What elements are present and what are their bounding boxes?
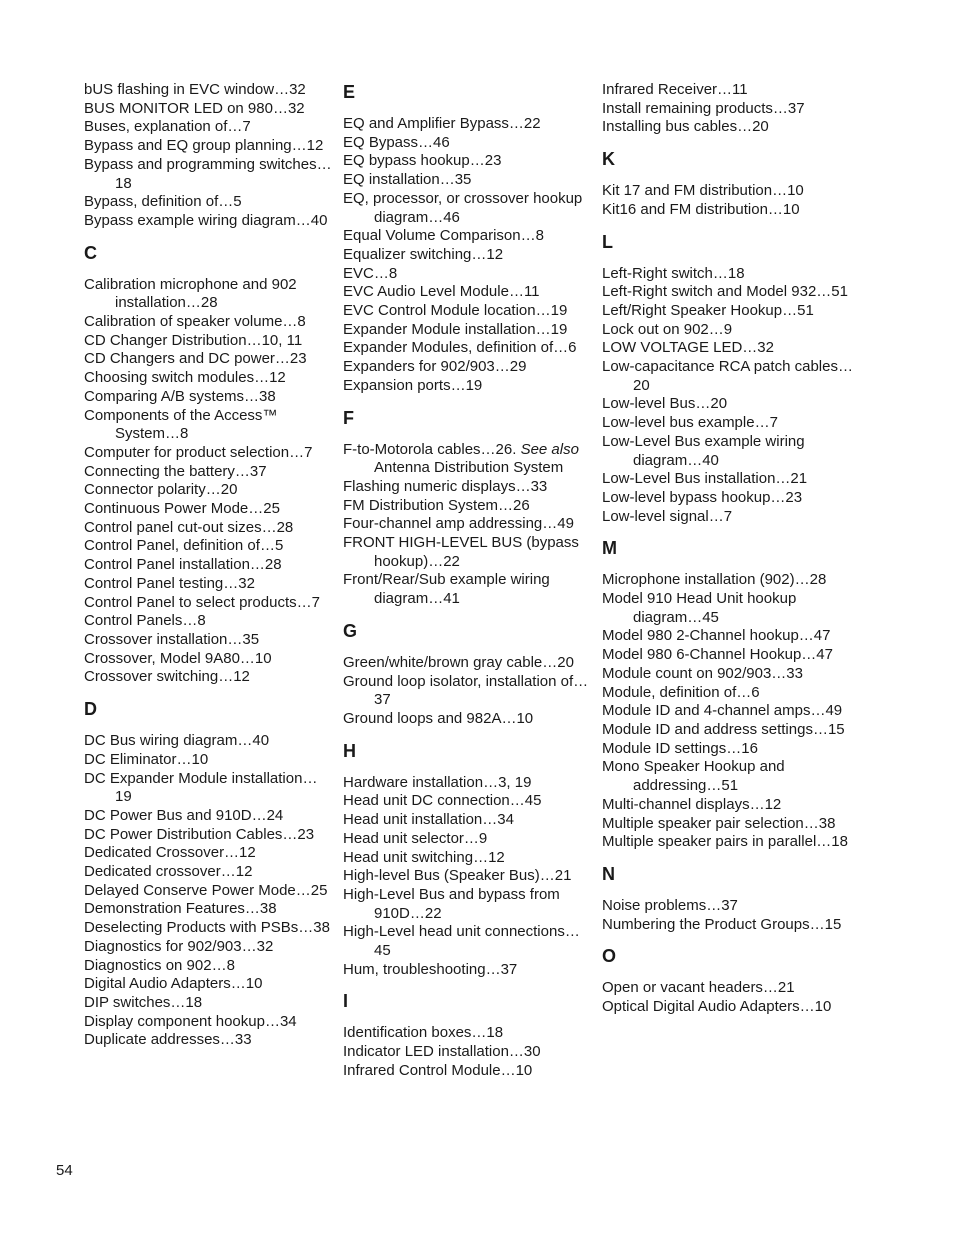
index-entry: Duplicate addresses…33 — [84, 1031, 252, 1049]
section-letter: G — [343, 620, 358, 641]
index-column-2 — [343, 81, 593, 1081]
section-letter: M — [602, 538, 617, 559]
index-entry: Left-Right switch…18 — [602, 264, 745, 282]
index-entry: Deselecting Products with PSBs…38 — [84, 919, 330, 937]
index-entry: Low-level Bus…20 — [602, 395, 728, 413]
index-entry: Digital Audio Adapters…10 — [84, 975, 263, 993]
index-entry: Delayed Conserve Power Mode…25 — [84, 881, 328, 899]
index-entry: Control panel cut-out sizes…28 — [84, 518, 294, 536]
index-entry: Indicator LED installation…30 — [343, 1043, 541, 1061]
index-entry: bUS flashing in EVC window…32 — [84, 81, 306, 98]
index-entry: Diagnostics on 902…8 — [84, 956, 235, 974]
index-entry: Model 980 2-Channel hookup…47 — [602, 627, 831, 645]
index-entry: Installing bus cables…20 — [602, 118, 769, 136]
index-entry: Identification boxes…18 — [343, 1024, 504, 1042]
index-entry: Buses, explanation of…7 — [84, 118, 251, 136]
index-entry: EQ Bypass…46 — [343, 133, 450, 151]
index-entry: Infrared Receiver…11 — [602, 81, 748, 98]
section-letter: K — [602, 149, 615, 170]
index-entry: DC Bus wiring diagram…40 — [84, 732, 270, 750]
index-entry: EQ and Amplifier Bypass…22 — [343, 115, 541, 132]
index-entry: Multiple speaker pairs in parallel…18 — [602, 833, 848, 851]
section-letter: E — [343, 82, 356, 102]
index-entry: Install remaining products…37 — [602, 99, 805, 117]
index-entry: Module count on 902/903…33 — [602, 664, 803, 682]
index-entry: Front/Rear/Sub example wiring diagram…41 — [343, 571, 550, 608]
index-entry: Bypass, definition of…5 — [84, 193, 242, 211]
page-number: 54 — [56, 1162, 73, 1179]
index-entry: Kit16 and FM distribution…10 — [602, 200, 800, 218]
index-entry: Crossover installation…35 — [84, 630, 260, 648]
index-entry: Module, definition of…6 — [602, 683, 760, 701]
entry-text: F-to-Motorola cables…26. — [343, 440, 517, 458]
index-entry: Connecting the battery…37 — [84, 462, 267, 480]
index-entry: FRONT HIGH-LEVEL BUS (bypass hookup)…22 — [343, 534, 579, 570]
index-entry: Crossover switching…12 — [84, 668, 250, 686]
index-entry: Continuous Power Mode…25 — [84, 500, 280, 518]
index-entry: Head unit switching…12 — [343, 848, 505, 866]
index-entry: Left-Right switch and Model 932…51 — [602, 283, 848, 301]
index-entry: Noise problems…37 — [602, 896, 738, 914]
index-entry: Control Panel to select products…7 — [84, 593, 320, 611]
index-entry: Ground loops and 982A…10 — [343, 709, 534, 727]
index-entry: Ground loop isolator, installation of…37 — [343, 672, 589, 709]
index-entry: Diagnostics for 902/903…32 — [84, 937, 274, 955]
index-entry: DC Eliminator…10 — [84, 750, 209, 768]
index-entry: Low-level bypass hookup…23 — [602, 488, 803, 506]
index-entry: Kit 17 and FM distribution…10 — [602, 182, 804, 200]
index-entry: Module ID settings…16 — [602, 739, 758, 757]
index-entry: Bypass and programming switches…18 — [84, 155, 332, 192]
index-entry — [343, 441, 593, 478]
index-entry: Control Panels…8 — [84, 612, 206, 630]
index-entry: Head unit installation…34 — [343, 811, 514, 829]
index-entry: Model 980 6-Channel Hookup…47 — [602, 646, 833, 664]
index-entry: Low-Level Bus example wiring diagram…40 — [602, 432, 805, 469]
index-entry: Mono Speaker Hookup and addressing…51 — [602, 758, 785, 795]
index-entry: Flashing numeric displays…33 — [343, 477, 548, 495]
index-entry: Control Panel testing…32 — [84, 574, 255, 592]
index-entry: High-Level Bus and bypass from 910D…22 — [343, 885, 560, 922]
section-letter: C — [84, 242, 97, 263]
index-entry: DC Expander Module installation…19 — [84, 769, 318, 806]
see-also-label: See also — [520, 440, 579, 458]
index-entry: Green/white/brown gray cable…20 — [343, 653, 574, 671]
index-entry: Head unit selector…9 — [343, 829, 488, 847]
index-entry: BUS MONITOR LED on 980…32 — [84, 99, 305, 117]
index-column-3 — [602, 81, 862, 1017]
index-entry: Model 910 Head Unit hookup diagram…45 — [602, 590, 797, 626]
index-entry: Expander Modules, definition of…6 — [343, 339, 577, 357]
index-entry: Hum, troubleshooting…37 — [343, 960, 518, 978]
index-entry: Optical Digital Audio Adapters…10 — [602, 998, 832, 1016]
index-entry: EQ bypass hookup…23 — [343, 152, 502, 170]
index-entry: Module ID and 4-channel amps…49 — [602, 702, 843, 720]
index-entry: Expander Module installation…19 — [343, 320, 568, 338]
section-letter: H — [343, 740, 356, 761]
index-entry: EVC…8 — [343, 264, 398, 282]
index-entry: EQ installation…35 — [343, 171, 472, 189]
index-entry: Dedicated Crossover…12 — [84, 844, 256, 862]
index-entry: EQ, processor, or crossover hookup diagram…46 — [343, 189, 583, 226]
index-entry: FM Distribution System…26 — [343, 496, 530, 514]
index-entry: DIP switches…18 — [84, 993, 203, 1011]
index-entry: Multiple speaker pair selection…38 — [602, 814, 836, 832]
index-entry: Dedicated crossover…12 — [84, 863, 253, 881]
index-entry: Equal Volume Comparison…8 — [343, 227, 544, 245]
index-entry: Display component hookup…34 — [84, 1012, 297, 1030]
index-entry: Control Panel installation…28 — [84, 556, 282, 574]
index-entry: Numbering the Product Groups…15 — [602, 915, 842, 933]
index-entry: High-Level head unit connections…45 — [343, 923, 580, 960]
index-entry: Components of the Access™ System…8 — [84, 406, 278, 443]
index-entry: Open or vacant headers…21 — [602, 979, 795, 997]
index-entry: Microphone installation (902)…28 — [602, 571, 827, 589]
index-entry: Low-level bus example…7 — [602, 414, 778, 432]
index-entry: DC Power Distribution Cables…23 — [84, 825, 315, 843]
index-entry: Left/Right Speaker Hookup…51 — [602, 301, 814, 319]
index-entry: Low-capacitance RCA patch cables…20 — [602, 358, 853, 394]
index-entry: Computer for product selection…7 — [84, 443, 313, 461]
index-entry: Module ID and address settings…15 — [602, 720, 845, 738]
section-letter: L — [602, 231, 613, 252]
index-entry: Hardware installation…3, 19 — [343, 773, 532, 791]
index-entry: Bypass example wiring diagram…40 — [84, 211, 328, 229]
section-letter: F — [343, 407, 354, 428]
index-entry: Calibration microphone and 902 installation…28 — [84, 275, 297, 312]
index-entry: Four-channel amp addressing…49 — [343, 515, 574, 533]
index-entry: Low-Level Bus installation…21 — [602, 470, 808, 488]
index-entry: EVC Control Module location…19 — [343, 302, 568, 320]
section-letter: I — [343, 991, 349, 1012]
section-letter: D — [84, 699, 97, 720]
index-entry: Control Panel, definition of…5 — [84, 537, 284, 555]
index-entry: Crossover, Model 9A80…10 — [84, 649, 272, 667]
index-entry: High-level Bus (Speaker Bus)…21 — [343, 867, 572, 885]
index-entry: DC Power Bus and 910D…24 — [84, 806, 284, 824]
index-entry: Multi-channel displays…12 — [602, 795, 782, 813]
index-column-1 — [84, 81, 334, 1050]
see-also-target: Antenna Distribution System — [374, 459, 564, 477]
index-entry: EVC Audio Level Module…11 — [343, 283, 540, 301]
index-entry: Choosing switch modules…12 — [84, 369, 286, 387]
index-entry: CD Changer Distribution…10, 11 — [84, 331, 303, 349]
index-entry: Bypass and EQ group planning…12 — [84, 137, 324, 155]
index-entry: Head unit DC connection…45 — [343, 792, 542, 810]
index-entry: Demonstration Features…38 — [84, 900, 277, 918]
index-entry: CD Changers and DC power…23 — [84, 350, 307, 368]
index-entry: Low-level signal…7 — [602, 507, 733, 525]
section-letter: O — [602, 946, 617, 967]
index-entry: Connector polarity…20 — [84, 481, 238, 499]
section-letter: N — [602, 863, 615, 884]
index-entry: Equalizer switching…12 — [343, 245, 504, 263]
index-entry: LOW VOLTAGE LED…32 — [602, 339, 774, 357]
index-entry: Expansion ports…19 — [343, 376, 483, 394]
index-entry: Lock out on 902…9 — [602, 320, 733, 338]
index-entry: Comparing A/B systems…38 — [84, 387, 276, 405]
index-entry: Calibration of speaker volume…8 — [84, 313, 306, 331]
index-entry: Expanders for 902/903…29 — [343, 358, 527, 376]
index-entry: Infrared Control Module…10 — [343, 1061, 533, 1079]
